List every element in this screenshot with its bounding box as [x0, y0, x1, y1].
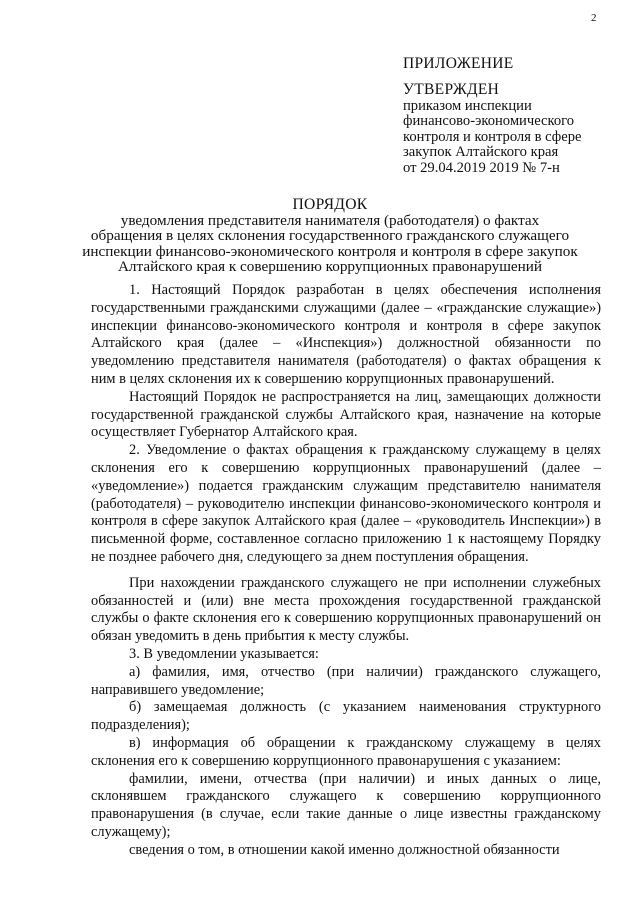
approval-line: от 29.04.2019 2019 № 7-н: [403, 159, 560, 176]
approval-line: приказом инспекции: [403, 97, 532, 114]
approval-line: финансово-экономического: [403, 113, 575, 129]
title-line: Алтайского края к совершению коррупционных правонарушений: [117, 257, 543, 275]
paragraph: фамилии, имени, отчества (при наличии) и иных данных о лице, склонявшем гражданского служащего к совершению коррупционного правонарушения (в случае, если такие данные о лице известны гражданскому служащему);: [91, 770, 601, 840]
title-line: обращения в целях склонения государственного гражданского служащего: [90, 227, 570, 245]
approval-block: [403, 82, 628, 176]
paragraph: 3. В уведомлении указывается:: [129, 645, 319, 662]
appendix-label: ПРИЛОЖЕНИЕ: [403, 55, 514, 72]
paragraph: в) информация об обращении к гражданскому служащему в целях склонения его к совершению коррупционного правонарушения с указанием:: [91, 734, 601, 769]
document-body: [91, 282, 601, 860]
paragraph: б) замещаемая должность (с указанием наименования структурного подразделения);: [91, 699, 601, 734]
document-title: [60, 197, 600, 274]
title-main: ПОРЯДОК: [292, 196, 368, 213]
paragraph: 1. Настоящий Порядок разработан в целях обеспечения исполнения государственными гражданскими служащими (далее – «гражданские служащие») инспекции финансово-экономического контроля и контроля в сфере закупок Алтайского края (далее – «Инспекция») должностной обязанности по уведомлению представителя нанимателя (работодателя) о фактах обращения к ним в целях склонения их к совершению коррупционных правонарушений.: [91, 282, 601, 387]
paragraph: При нахождении гражданского служащего не при исполнении служебных обязанностей и (или) вне места прохождения государственной гражданской службы о факте склонения его к совершению коррупционных правонарушений он обязан уведомить в день прибытия к месту службы.: [91, 574, 601, 645]
title-line: уведомления представителя нанимателя (работодателя) о фактах: [120, 212, 540, 230]
paragraph: а) фамилия, имя, отчество (при наличии) гражданского служащего, направившего уведомление;: [91, 663, 601, 698]
paragraph: 2. Уведомление о фактах обращения к гражданскому служащему в целях склонения его к совершению коррупционных правонарушений (далее – «уведомление») подается гражданским служащим представителю нанимателя (работодателя) – руководителю инспекции финансово-экономического контроля и контроля в сфере закупок Алтайского края (далее – «руководитель Инспекции») в письменной форме, составленное согласно приложению 1 к настоящему Порядку не позднее рабочего дня, следующего за днем поступления обращения.: [91, 442, 601, 565]
approval-heading: УТВЕРЖДЕН: [403, 81, 500, 98]
paragraph: сведения о том, в отношении какой именно должностной обязанности: [129, 841, 560, 858]
approval-line: закупок Алтайского края: [403, 144, 559, 160]
page-number: 2: [591, 12, 597, 24]
approval-line: контроля и контроля в сфере: [403, 128, 582, 145]
paragraph: Настоящий Порядок не распространяется на лиц, замещающих должности государственной гражданской службы Алтайского края, назначение на которые осуществляет Губернатор Алтайского края.: [91, 388, 601, 441]
title-line: инспекции финансово-экономического контроля и контроля в сфере закупок: [82, 242, 578, 260]
